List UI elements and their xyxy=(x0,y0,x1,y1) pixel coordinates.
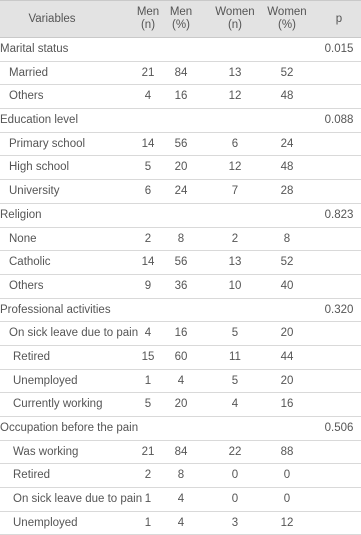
men-n-cell: 14 xyxy=(141,137,155,150)
men-n-cell: 5 xyxy=(144,161,152,174)
women-pct-cell: 8 xyxy=(283,232,291,245)
row-label: Unemployed xyxy=(13,374,78,387)
table-row xyxy=(0,464,361,488)
men-n-cell: 14 xyxy=(141,256,155,269)
women-n-cell: 0 xyxy=(231,493,239,506)
header-women-n: Women (n) xyxy=(215,6,255,31)
row-label: None xyxy=(9,232,37,245)
men-n-cell: 5 xyxy=(144,398,152,411)
p-value-cell xyxy=(321,251,357,274)
men-n-cell xyxy=(140,109,156,132)
p-value-cell: 0.320 xyxy=(324,303,354,316)
men-pct-cell: 4 xyxy=(177,374,185,387)
row-label: Married xyxy=(9,66,48,79)
row-label: Currently working xyxy=(13,398,103,411)
row-label: Others xyxy=(9,279,44,292)
women-n-cell: 12 xyxy=(228,90,242,103)
table-row xyxy=(0,180,361,204)
table-row xyxy=(0,512,361,535)
women-n-cell: 5 xyxy=(231,374,239,387)
p-value-cell: 0.506 xyxy=(324,422,354,434)
men-pct-cell: 56 xyxy=(174,256,188,269)
women-pct-cell: 52 xyxy=(280,66,294,79)
row-label: Retired xyxy=(13,469,51,482)
men-n-cell: 2 xyxy=(144,469,152,482)
table-row xyxy=(0,417,361,441)
table-row xyxy=(0,251,361,275)
women-pct-cell: 48 xyxy=(280,90,294,103)
men-n-cell xyxy=(140,204,156,227)
table-row xyxy=(0,228,361,252)
table-row xyxy=(0,488,361,512)
table-row xyxy=(0,156,361,180)
women-pct-cell: 40 xyxy=(280,279,294,292)
row-label: Primary school xyxy=(9,137,86,150)
women-pct-cell xyxy=(278,417,296,440)
women-pct-cell: 44 xyxy=(280,350,294,363)
women-pct-cell: 0 xyxy=(283,493,291,506)
women-pct-cell: 16 xyxy=(280,398,294,411)
women-pct-cell: 12 xyxy=(280,516,294,529)
men-n-cell: 9 xyxy=(144,279,152,292)
women-pct-cell xyxy=(278,204,296,227)
row-label: Marital status xyxy=(0,43,69,55)
p-value-cell xyxy=(321,393,357,416)
women-pct-cell: 20 xyxy=(280,374,294,387)
men-pct-cell: 8 xyxy=(177,232,185,245)
women-pct-cell xyxy=(278,299,296,322)
p-value-cell xyxy=(321,228,357,251)
men-n-cell: 2 xyxy=(144,232,152,245)
women-n-cell: 0 xyxy=(231,469,239,482)
header-women-pct: Women (%) xyxy=(267,6,307,31)
header-variables: Variables xyxy=(28,12,76,25)
header-men-n: Men (n) xyxy=(136,6,160,31)
men-n-cell xyxy=(140,299,156,322)
p-value-cell xyxy=(321,322,357,345)
men-pct-cell: 24 xyxy=(174,185,188,198)
table-row xyxy=(0,322,361,346)
p-value-cell: 0.015 xyxy=(324,43,354,55)
p-value-cell xyxy=(321,370,357,393)
table-row xyxy=(0,370,361,394)
header-men-pct: Men (%) xyxy=(169,6,193,31)
p-value-cell xyxy=(321,133,357,156)
table-header xyxy=(0,0,361,38)
p-value-cell xyxy=(321,346,357,369)
women-n-cell xyxy=(226,204,244,227)
row-label: Occupation before the pain xyxy=(0,422,139,434)
men-pct-cell: 84 xyxy=(174,445,188,458)
men-pct-cell: 16 xyxy=(174,90,188,103)
men-pct-cell xyxy=(172,204,190,227)
men-n-cell: 15 xyxy=(141,350,155,363)
p-value-cell xyxy=(321,441,357,464)
p-value-cell xyxy=(321,275,357,298)
men-pct-cell: 8 xyxy=(177,469,185,482)
women-pct-cell: 88 xyxy=(280,445,294,458)
men-pct-cell: 4 xyxy=(177,516,185,529)
women-n-cell xyxy=(226,109,244,132)
row-label: Education level xyxy=(0,114,78,127)
men-n-cell: 4 xyxy=(144,327,152,340)
table-row xyxy=(0,133,361,157)
women-n-cell xyxy=(226,38,244,61)
women-pct-cell: 0 xyxy=(283,469,291,482)
men-pct-cell: 60 xyxy=(174,350,188,363)
p-value-cell xyxy=(321,180,357,203)
women-pct-cell xyxy=(278,38,296,61)
p-value-cell: 0.088 xyxy=(324,114,354,127)
p-value-cell xyxy=(321,488,357,511)
men-n-cell: 4 xyxy=(144,90,152,103)
row-label: Professional activities xyxy=(0,303,111,316)
table-body xyxy=(0,38,361,535)
p-value-cell xyxy=(321,464,357,487)
table-row xyxy=(0,38,361,62)
p-value-cell xyxy=(321,512,357,535)
women-n-cell: 5 xyxy=(231,327,239,340)
men-pct-cell xyxy=(172,417,190,440)
women-n-cell xyxy=(226,299,244,322)
row-label: University xyxy=(9,185,60,198)
women-n-cell: 13 xyxy=(228,66,242,79)
table-row xyxy=(0,62,361,86)
men-n-cell: 1 xyxy=(144,374,152,387)
men-n-cell: 6 xyxy=(144,185,152,198)
women-pct-cell xyxy=(278,109,296,132)
men-pct-cell: 36 xyxy=(174,279,188,292)
women-n-cell: 3 xyxy=(231,516,239,529)
men-n-cell xyxy=(140,38,156,61)
row-label: Retired xyxy=(13,350,51,363)
row-label: Catholic xyxy=(9,256,51,269)
row-label: On sick leave due to pain xyxy=(13,493,143,506)
p-value-cell xyxy=(321,62,357,85)
row-label: Was working xyxy=(13,445,79,458)
table-row xyxy=(0,85,361,109)
header-p-value: p xyxy=(335,12,343,25)
women-n-cell: 4 xyxy=(231,398,239,411)
women-n-cell: 22 xyxy=(228,445,242,458)
women-n-cell: 10 xyxy=(228,279,242,292)
table-row xyxy=(0,441,361,465)
women-n-cell: 6 xyxy=(231,137,239,150)
women-pct-cell: 20 xyxy=(280,327,294,340)
p-value-cell xyxy=(321,85,357,108)
table-row xyxy=(0,204,361,228)
table-row xyxy=(0,275,361,299)
row-label: On sick leave due to pain xyxy=(9,327,139,340)
row-label: Others xyxy=(9,90,44,103)
men-pct-cell: 4 xyxy=(177,493,185,506)
women-pct-cell: 28 xyxy=(280,185,294,198)
men-pct-cell: 84 xyxy=(174,66,188,79)
women-n-cell: 2 xyxy=(231,232,239,245)
men-n-cell: 21 xyxy=(141,445,155,458)
women-pct-cell: 24 xyxy=(280,137,294,150)
table-row xyxy=(0,109,361,133)
women-n-cell xyxy=(226,417,244,440)
men-n-cell: 1 xyxy=(144,516,152,529)
men-pct-cell: 16 xyxy=(174,327,188,340)
men-n-cell xyxy=(140,417,156,440)
p-value-cell xyxy=(321,156,357,179)
table-row xyxy=(0,299,361,323)
row-label: High school xyxy=(9,161,70,174)
p-value-cell: 0.823 xyxy=(324,208,354,221)
men-n-cell: 1 xyxy=(144,493,152,506)
men-pct-cell: 20 xyxy=(174,161,188,174)
table-row xyxy=(0,346,361,370)
table-row xyxy=(0,393,361,417)
women-n-cell: 11 xyxy=(229,350,241,363)
men-pct-cell xyxy=(172,299,190,322)
women-n-cell: 13 xyxy=(228,256,242,269)
row-label: Religion xyxy=(0,208,42,221)
women-n-cell: 12 xyxy=(228,161,242,174)
men-pct-cell: 56 xyxy=(174,137,188,150)
women-pct-cell: 52 xyxy=(280,256,294,269)
men-pct-cell xyxy=(172,109,190,132)
row-label: Unemployed xyxy=(13,516,78,529)
men-pct-cell: 20 xyxy=(174,398,188,411)
women-pct-cell: 48 xyxy=(280,161,294,174)
men-pct-cell xyxy=(172,38,190,61)
men-n-cell: 21 xyxy=(141,66,155,79)
women-n-cell: 7 xyxy=(231,185,239,198)
